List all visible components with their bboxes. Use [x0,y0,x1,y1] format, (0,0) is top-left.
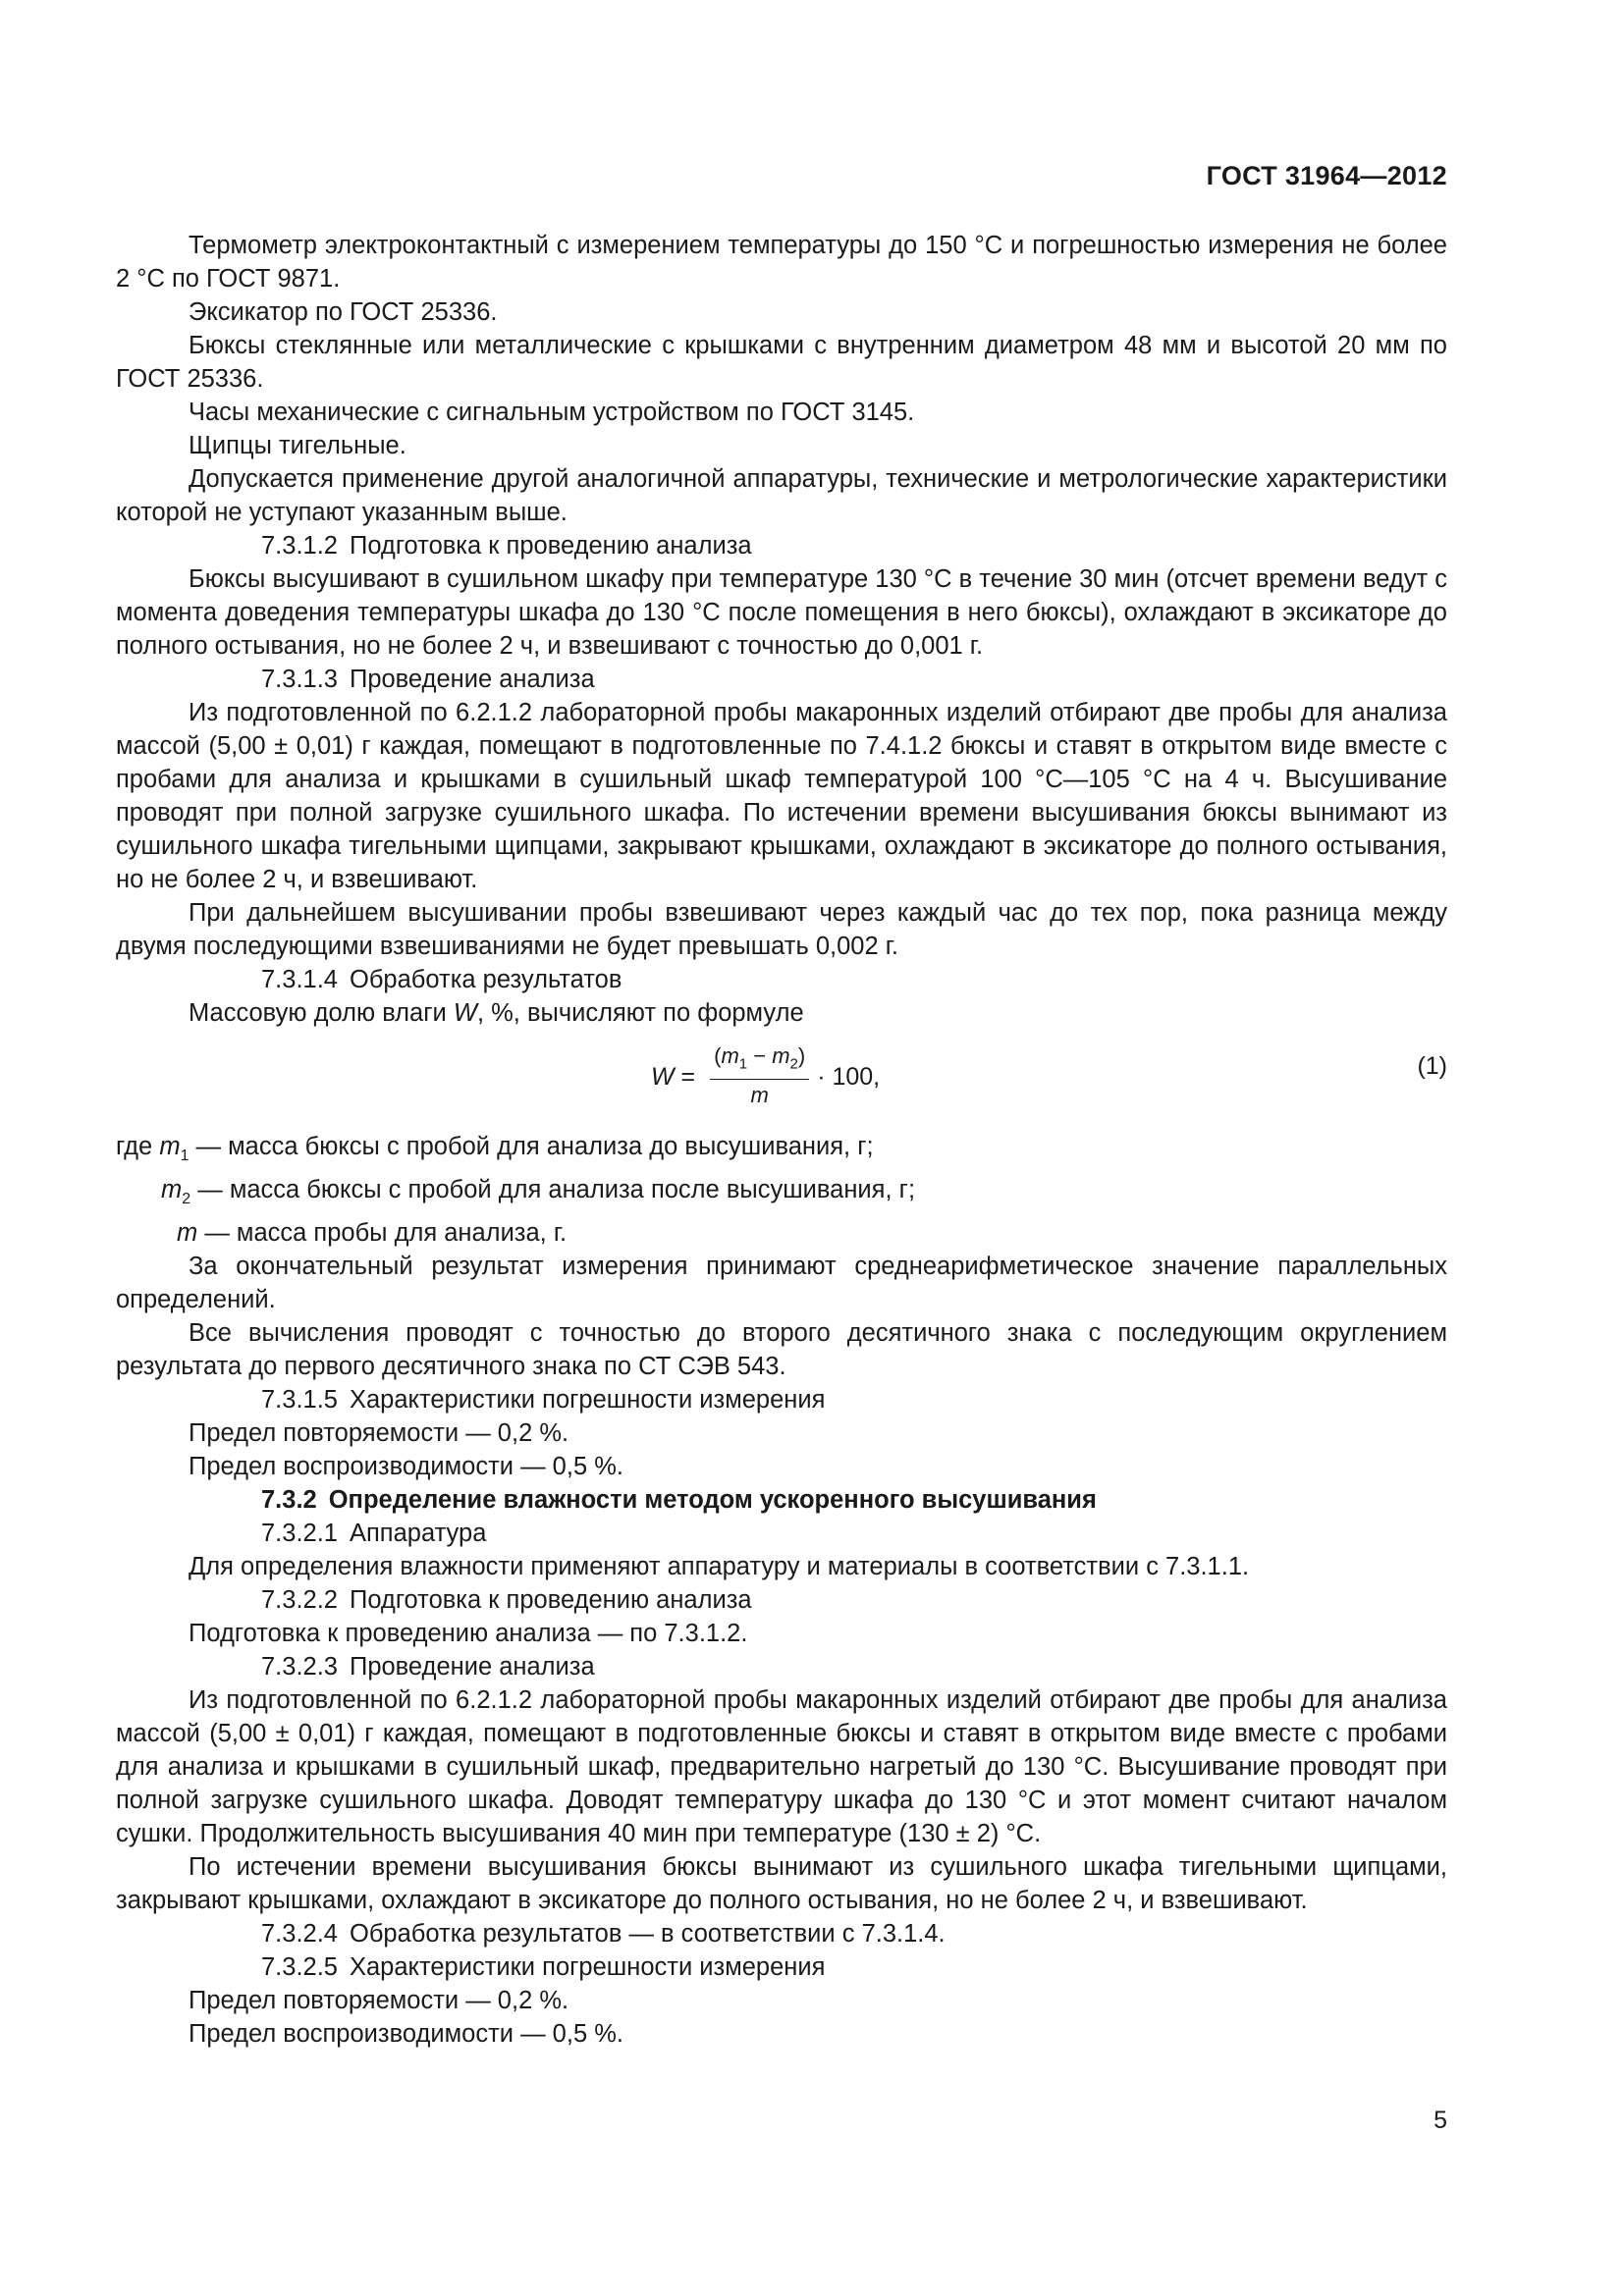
paragraph-thermometer: Термометр электроконтактный с измерением температуры до 150 °С и погрешностью измерения не более 2 °С по ГОСТ 9871. [116,232,1447,293]
paragraph-calculations: Все вычисления проводят с точностью до второго десятичного знака с последующим округлением результата до первого десятичного знака по СТ СЭВ 543. [116,1319,1447,1381]
paragraph-moisture-formula-intro [116,996,1447,1030]
section-number: 7.3.1.5 [261,1386,338,1415]
paragraph-apparatus: Для определения влажности применяют аппаратуру и материалы в соответствии с 7.3.1.1. [189,1553,1250,1581]
text-run: — масса бюксы с пробой для анализа до высушивания, г; [189,1133,874,1160]
paragraph-final-result: За окончательный результат измерения принимают среднеарифметическое значение параллельных определений. [116,1253,1447,1314]
section-number: 7.3.1.3 [261,666,338,693]
paragraph-further-drying: При дальнейшем высушивании пробы взвешивают через каждый час до тех пор, пока разница между двумя последующими взвешиваниями не будет превышать 0,002 г. [116,899,1447,960]
formula-numerator [710,1041,809,1080]
sub-1: 1 [738,1055,748,1073]
text-run: — масса пробы для анализа, г. [197,1219,568,1248]
text-run: — масса бюксы с пробой для анализа после высушивания, г; [190,1176,916,1204]
formula-tail: · 100, [817,1062,881,1091]
section-title: Обработка результатов [349,966,622,993]
var-m2: m [772,1043,790,1068]
section-heading-7321 [116,1517,1447,1550]
equation-number: (1) [1417,1052,1447,1080]
document-id-header: ГОСТ 31964—2012 [1206,161,1447,190]
document-page [116,0,1447,2296]
moisture-formula [651,1041,880,1111]
paragraph-repeatability: Предел повторяемости — 0,2 %. [189,1419,569,1448]
paragraph-alt-equipment: Допускается применение другой аналогичной аппаратуры, технические и метрологические характеристики которой не уступают указанным выше. [116,465,1447,526]
section-number: 7.3.1.4 [261,966,338,993]
text-run: , %, вычисляют по формуле [476,999,804,1027]
section-title: Подготовка к проведению анализа [349,1586,752,1615]
section-heading-7323 [116,1650,1447,1683]
section-title: Проведение анализа [349,1653,595,1682]
formula-denominator: m [750,1083,769,1108]
section-heading-7312 [116,529,1447,562]
section-title: Характеристики погрешности измерения [349,1953,826,1982]
paragraph-desiccator: Эксикатор по ГОСТ 25336. [189,298,498,326]
section-heading-732 [116,1483,1447,1517]
variable-w: W [453,999,477,1027]
var-m: m [177,1219,198,1248]
section-number: 7.3.2 [261,1486,317,1515]
where-m1 [116,1130,1447,1173]
section-heading-7315 [116,1383,1447,1416]
paragraph-accelerated-procedure: Из подготовленной по 6.2.1.2 лабораторной пробы макаронных изделий отбирают две пробы для анализа массой (5,00 ± 0,01) г каждая, помещают в подготовленные бюксы и ставят в открытом виде вместе с пробами для анализа и крышками в сушильный шкаф, предварительно нагретый до 130 °С. Высушивание проводят при полной загрузке сушильного шкафа. Доводят температуру шкафа до 130 °С и этот момент считают началом сушки. Продолжительность высушивания 40 мин при температуре (130 ± 2) °С. [116,1686,1447,1848]
paragraph-repeatability-2: Предел повторяемости — 0,2 %. [189,1987,569,2015]
paren-close: ) [797,1043,806,1068]
section-heading-7325 [116,1950,1447,1984]
section-number: 7.3.2.1 [261,1520,338,1548]
text-run: Массовую долю влаги [189,999,454,1027]
paragraph-reproducibility-2: Предел воспроизводимости — 0,5 %. [189,2020,623,2049]
sub-2: 2 [182,1191,191,1208]
formula-block [116,1030,1447,1130]
text-run: где [116,1133,160,1160]
section-heading-7314 [116,963,1447,996]
section-heading-7324 [116,1917,1447,1950]
where-m2 [116,1173,1447,1216]
section-heading-7313 [116,663,1447,696]
formula-fraction [710,1041,809,1111]
section-number: 7.3.2.4 [261,1920,338,1949]
section-title: Аппаратура [349,1520,487,1548]
paragraph-analysis-procedure: Из подготовленной по 6.2.1.2 лабораторной пробы макаронных изделий отбирают две пробы для анализа массой (5,00 ± 0,01) г каждая, помещают в подготовленные по 7.4.1.2 бюксы и ставят в открытом виде вместе с пробами для анализа и крышками в сушильный шкаф температурой 100 °С—105 °С на 4 ч. Высушивание проводят при полной загрузке сушильного шкафа. По истечении времени высушивания бюксы вынимают из сушильного шкафа тигельными щипцами, закрывают крышками, охлаждают в эксикаторе до полного остывания, но не более 2 ч, и взвешивают. [116,699,1447,893]
document-body [116,229,1447,2051]
paragraph-after-drying: По истечении времени высушивания бюксы вынимают из сушильного шкафа тигельными щипцами, закрывают крышками, охлаждают в эксикаторе до полного остывания, но не более 2 ч, и взвешивают. [116,1853,1447,1915]
where-m [116,1216,1447,1250]
paragraph-bottle-drying: Бюксы высушивают в сушильном шкафу при температуре 130 °С в течение 30 мин (отсчет времени ведут с момента доведения температуры шкафа до 130 °С после помещения в него бюксы), охлаждают в эксикаторе до полного остывания, но не более 2 ч, и взвешивают с точностью до 0,001 г. [116,565,1447,660]
paragraph-reproducibility: Предел воспроизводимости — 0,5 %. [189,1453,623,1481]
paragraph-preparation: Подготовка к проведению анализа — по 7.3.1.2. [189,1620,748,1648]
minus-sign: − [747,1043,773,1068]
var-m: m [159,1133,181,1160]
var-m: m [161,1176,183,1204]
var-m1: m [721,1043,739,1068]
paren-open: ( [714,1043,722,1068]
formula-equals: = [674,1062,703,1091]
paragraph-weighing-bottles: Бюксы стеклянные или металлические с крышками с внутренним диаметром 48 мм и высотой 20 мм по ГОСТ 25336. [116,332,1447,393]
section-title: Характеристики погрешности измерения [349,1386,826,1415]
paragraph-clock: Часы механические с сигнальным устройством по ГОСТ 3145. [189,399,915,426]
section-number: 7.3.2.2 [261,1586,338,1615]
section-heading-7322 [116,1583,1447,1617]
section-title: Определение влажности методом ускоренного высушивания [328,1486,1097,1515]
section-title: Подготовка к проведению анализа [349,532,752,560]
section-number: 7.3.1.2 [261,532,338,560]
section-title: Проведение анализа [349,666,595,693]
section-title: Обработка результатов — в соответствии с 7.3.1.4. [349,1920,946,1949]
sub-1: 1 [180,1148,189,1165]
sub-2: 2 [789,1055,798,1073]
page-number: 5 [1434,2107,1447,2134]
section-number: 7.3.2.5 [261,1953,338,1982]
section-number: 7.3.2.3 [261,1653,338,1682]
paragraph-tongs: Щипцы тигельные. [189,432,406,459]
formula-lhs: W [651,1062,675,1091]
